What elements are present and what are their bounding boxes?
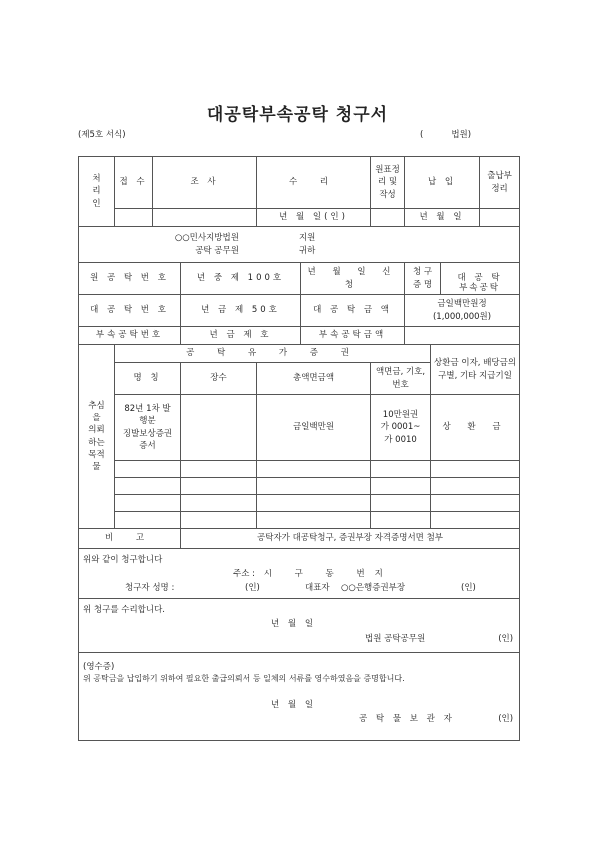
claim-cert-label: 청 구 증 명 xyxy=(405,263,441,295)
security-count-cell[interactable] xyxy=(181,478,257,495)
acceptance-col-header: 수 리 xyxy=(257,157,371,209)
security-count-cell[interactable] xyxy=(181,461,257,478)
receipt-date: 년 월 일 xyxy=(271,699,317,710)
sub-deposit-label: 부속공탁 xyxy=(459,283,500,293)
securities-total-header: 총액면금액 xyxy=(257,363,371,395)
collection-target-label: 추심 을 의뢰 하는 목적 물 xyxy=(79,345,115,529)
receipt-col-header: 접 수 xyxy=(115,157,153,209)
addressee-honorific: 귀하 xyxy=(298,245,316,256)
security-kind-cell[interactable] xyxy=(431,495,520,512)
security-face-cell[interactable] xyxy=(371,512,431,529)
inspection-cell[interactable] xyxy=(153,209,257,227)
security-name-cell[interactable] xyxy=(115,461,181,478)
cashbook-cell[interactable] xyxy=(480,209,520,227)
security-name-cell: 82년 1차 발 행분 징발보상증권 증서 xyxy=(115,395,181,461)
request-section xyxy=(79,549,520,599)
custodian-seal: (인) xyxy=(498,714,514,725)
court-suffix: 법원) xyxy=(451,130,472,140)
request-statement: 위와 같이 청구합니다 xyxy=(83,555,163,565)
representative-seal: (인) xyxy=(461,582,476,593)
security-name-cell[interactable] xyxy=(115,512,181,529)
security-kind-cell[interactable] xyxy=(431,512,520,529)
form-number: (제5호 서식) xyxy=(78,130,126,140)
address-label: 주소 : xyxy=(233,569,255,580)
security-kind-cell[interactable] xyxy=(431,478,520,495)
official-label: 공탁 공무원 xyxy=(195,245,239,256)
big-deposit-amount-label: 대 공 탁 금 액 xyxy=(301,295,405,327)
sub-deposit-no-value: 년 금 제 호 xyxy=(181,327,301,345)
sub-deposit-amount-label: 부속공탁금액 xyxy=(301,327,405,345)
payment-col-header: 납 입 xyxy=(405,157,480,209)
security-total-cell[interactable] xyxy=(257,461,371,478)
acceptance-statement: 위 청구를 수리합니다. xyxy=(83,605,166,615)
acceptance-date-cell: 년 월 일(인) xyxy=(257,209,371,227)
security-name-cell[interactable] xyxy=(115,478,181,495)
big-deposit-no-label: 대 공 탁 번 호 xyxy=(79,295,181,327)
acceptance-official: 법원 공탁공무원 xyxy=(365,633,426,644)
requester-seal: (인) xyxy=(245,582,260,593)
address-value: 시 구 동 번지 xyxy=(263,569,393,580)
remarks-value: 공탁자가 대공탁청구, 증권부장 자격증명서면 첨부 xyxy=(181,529,520,549)
security-face-cell[interactable] xyxy=(371,461,431,478)
repayment-header: 상환금 이자, 배당금의 구별, 기타 지급기일 xyxy=(431,345,520,395)
apply-date: 년 월 일 신청 xyxy=(301,263,405,295)
ledger-col-header: 원표정 리 및 작성 xyxy=(371,157,405,209)
receipt-body: 위 공탁금을 납입하기 위하여 필요한 출급의뢰서 등 일체의 서류를 영수하였음을 증명합니다. xyxy=(83,674,405,684)
deposit-claim-form xyxy=(78,156,520,741)
acceptance-date: 년 월 일 xyxy=(271,619,317,630)
acceptance-section xyxy=(79,599,520,653)
big-deposit-label: 대 공 탁 xyxy=(441,263,520,295)
court-name: ○○민사지방법원 xyxy=(174,233,239,244)
custodian-label: 공 탁 물 보 관 자 xyxy=(359,714,455,725)
payment-date-cell: 년 월 일 xyxy=(405,209,480,227)
securities-header: 공 탁 유 가 증 권 xyxy=(115,345,431,363)
processor-label: 처 리 인 xyxy=(79,157,115,227)
ledger-cell[interactable] xyxy=(371,209,405,227)
security-kind-cell[interactable] xyxy=(431,461,520,478)
security-total-cell: 금일백만원 xyxy=(257,395,371,461)
securities-name-header: 명 칭 xyxy=(115,363,181,395)
representative-value: ○○은행증권부장 xyxy=(341,582,406,593)
receipt-section xyxy=(79,653,520,741)
representative-label: 대표자 xyxy=(305,582,330,593)
security-total-cell[interactable] xyxy=(257,495,371,512)
security-face-cell[interactable] xyxy=(371,478,431,495)
orig-deposit-no-label: 원 공 탁 번 호 xyxy=(79,263,181,295)
court-prefix: ( xyxy=(420,130,424,140)
big-deposit-amount-value: 금일백만원정 (1,000,000원) xyxy=(405,295,520,327)
security-count-cell[interactable] xyxy=(181,395,257,461)
sub-deposit-no-label: 부속공탁번호 xyxy=(79,327,181,345)
security-count-cell[interactable] xyxy=(181,512,257,529)
security-total-cell[interactable] xyxy=(257,512,371,529)
security-name-cell[interactable] xyxy=(115,495,181,512)
orig-deposit-no-value: 년 중 제 100호 xyxy=(181,263,301,295)
inspection-col-header: 조 사 xyxy=(153,157,257,209)
security-kind-cell: 상 환 금 xyxy=(431,395,520,461)
securities-count-header: 장수 xyxy=(181,363,257,395)
remarks-label: 비 고 xyxy=(79,529,181,549)
branch-label: 지원 xyxy=(298,233,316,244)
court-addressee xyxy=(79,227,520,263)
court-name-field xyxy=(420,128,471,140)
document-title: 대공탁부속공탁 청구서 xyxy=(206,105,389,125)
receipt-cell[interactable] xyxy=(115,209,153,227)
security-count-cell[interactable] xyxy=(181,495,257,512)
security-total-cell[interactable] xyxy=(257,478,371,495)
sub-deposit-amount-value[interactable] xyxy=(405,327,520,345)
requester-label: 청구자 성명 : xyxy=(125,582,175,593)
security-face-cell: 10만원권 가 0001~ 가 0010 xyxy=(371,395,431,461)
security-face-cell[interactable] xyxy=(371,495,431,512)
big-deposit-no-value: 년 금 제 50호 xyxy=(181,295,301,327)
receipt-title: (영수증) xyxy=(83,662,115,672)
securities-face-header: 액면금, 기호, 번호 xyxy=(371,363,431,395)
cashbook-col-header: 출납부 정리 xyxy=(480,157,520,209)
acceptance-seal: (인) xyxy=(498,633,514,644)
